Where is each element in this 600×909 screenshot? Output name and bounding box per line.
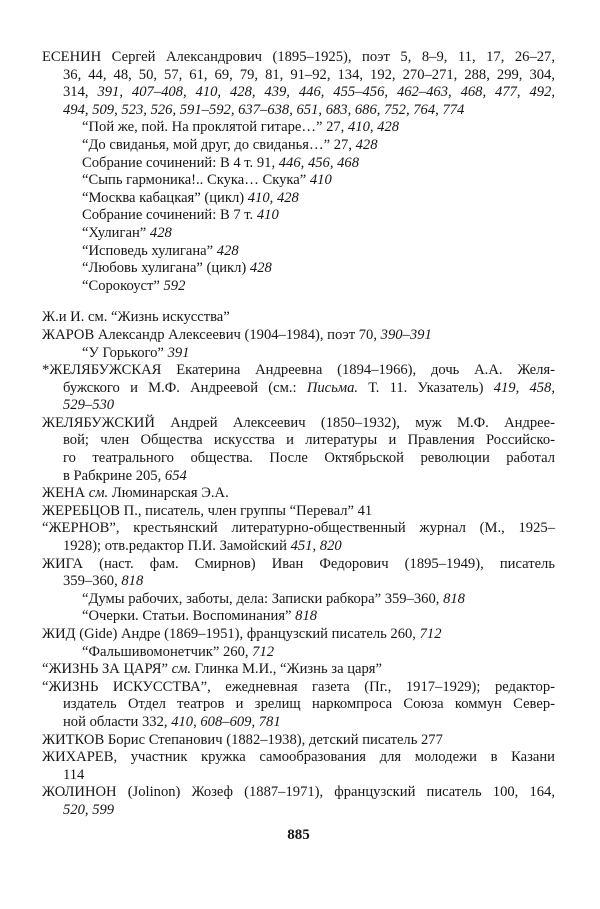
index-text-run: 314, [63,84,98,101]
index-line [42,172,555,190]
index-text-run-italic: 818 [121,573,144,590]
index-line [42,520,555,538]
index-text-run-italic: 391, 407–408, 410, 428, 439, 446, 455–456, 462–463, 468, 477, 492, [97,84,556,101]
index-line [42,155,555,173]
index-text-run: ной области 332, [63,713,172,730]
index-text-run: “До свиданья, мой друг, до свиданья…” 27, [82,136,356,153]
index-text-run-italic: 410, 428 [347,119,400,136]
index-line [42,380,555,398]
index-text-run-italic: 451, 820 [290,538,342,555]
index-text-run: “Любовь хулигана” (цикл) [82,260,250,277]
index-line [42,84,555,102]
index-line [42,802,555,820]
index-line [42,485,555,503]
index-text-run-italic: 410 [309,172,332,189]
index-text-run-italic: 712 [252,643,275,660]
index-text-run-italic: 390–391 [380,326,432,343]
index-line [42,714,555,732]
index-text-run: “ЖИЗНЬ ИСКУССТВА”, ежедневная газета (Пг., 1917–1929); редактор- [42,678,555,695]
index-text-run-italic: 419, 458, [493,379,555,396]
index-line [42,362,555,380]
index-text-run-italic: см. [88,485,109,502]
index-line [42,67,555,85]
index-text-run: ЖИГА (наст. фам. Смирнов) Иван Федорович (1895–1949), писатель [42,555,555,572]
index-text-run-italic: 410, 428 [247,189,299,206]
index-line [42,749,555,767]
index-text-run: 36, 44, 48, 50, 57, 61, 69, 79, 81, 91–92, 134, 192, 270–271, 288, 299, 304, [63,66,555,83]
index-text-run: “Сорокоуст” [82,277,164,294]
index-line [42,661,555,679]
index-text-run-italic: 494, 509, 523, 526, 591–592, 637–638, 651, 683, 686, 752, 764, 774 [63,101,465,118]
index-text-run: ЖИХАРЕВ, участник кружка самообразования для молодежи в Казани [42,749,555,766]
index-text-run: *ЖЕЛЯБУЖСКАЯ Екатерина Андреевна (1894–1966), дочь А.А. Желя- [42,362,555,379]
index-line [42,591,555,609]
index-text-run-italic: 520, 599 [63,801,115,818]
index-line [42,644,555,662]
index-line [42,345,555,363]
index-line [42,137,555,155]
index-text-run-italic: 529–530 [63,397,115,414]
index-text-run: “Хулиган” [82,224,150,241]
index-line [42,397,555,415]
index-text-run: “Сыпь гармоника!.. Скука… Скука” [82,172,310,189]
index-text-run: ЖОЛИНОН (Jolinon) Жозеф (1887–1971), французский писатель 100, 164, [42,784,555,801]
index-text-run: ЖЕЛЯБУЖСКИЙ Андрей Алексеевич (1850–1932), муж М.Ф. Андрее- [42,414,555,431]
index-text-run: “Пой же, пой. На проклятой гитаре…” 27, [82,119,348,136]
index-text-run: ЖЕНА [42,485,89,502]
index-text-run: бужского и М.Ф. Андреевой (см.: [63,379,307,396]
index-line [42,608,555,626]
index-line [42,450,555,468]
index-line [42,278,555,296]
index-text-block [42,49,555,820]
index-line [42,225,555,243]
index-text-run-italic: 818 [443,590,465,607]
index-text-run: “ЖИЗНЬ ЗА ЦАРЯ” [42,661,172,678]
index-line [42,207,555,225]
index-line [42,784,555,802]
index-text-run: ЖАРОВ Александр Алексеевич (1904–1984), поэт 70, [42,326,381,343]
index-text-run: Люминарская Э.А. [108,485,229,502]
index-text-run-italic: 410 [256,207,279,224]
blank-line [42,295,555,309]
index-text-run: “У Горького” [82,344,168,361]
index-text-run: Т. 11. Указатель) [358,379,494,396]
index-line [42,243,555,261]
index-line [42,119,555,137]
index-text-run-italic: 391 [167,344,190,361]
index-line [42,309,555,327]
index-text-run: го театрального общества. После Октябрьской революции работал [63,450,555,467]
index-text-run: ЖИД (Gide) Андре (1869–1951), французский писатель 260, [42,626,420,642]
index-text-run-italic: 654 [164,467,187,484]
index-line [42,573,555,591]
index-text-run: “Исповедь хулигана” [82,242,217,259]
index-text-run: 114 [63,766,85,783]
index-line [42,732,555,750]
index-text-run-italic: 446, 456, 468 [278,154,360,171]
index-text-run-italic: 428 [216,242,239,259]
index-text-run: в Рабкрине 205, [63,467,165,484]
index-text-run: 1928); отв.редактор П.И. Замойский [63,538,291,555]
index-text-run-italic: 428 [355,136,378,153]
index-text-run-italic: 712 [419,626,442,642]
index-text-run: “Думы рабочих, заботы, дела: Записки рабкора” 359–360, [82,590,444,607]
index-line [42,503,555,521]
index-text-run: “Очерки. Статьи. Воспоминания” [82,608,296,625]
index-text-run: “ЖЕРНОВ”, крестьянский литературно-общественный журнал (М., 1925– [42,520,555,537]
index-text-run: Глинка М.И., “Жизнь за царя” [191,661,382,678]
index-text-run: ЕСЕНИН Сергей Александрович (1895–1925), поэт 5, 8–9, 11, 17, 26–27, [42,49,555,65]
index-text-run-italic: Письма. [306,379,359,396]
index-text-run: вой; член Общества искусства и литературы и Правления Российско- [63,432,555,449]
index-text-run-italic: 818 [295,608,318,625]
index-text-run-italic: 428 [149,224,172,241]
index-text-run: Ж.и И. см. “Жизнь искусства” [42,309,230,326]
index-text-run: Собрание сочинений: В 7 т. [82,207,257,224]
index-line [42,49,555,67]
index-text-run: ЖЕРЕБЦОВ П., писатель, член группы “Перевал” 41 [42,502,373,519]
index-text-run: 359–360, [63,573,122,590]
index-text-run: издатель Отдел театров и зрелищ наркомпроса Союза коммун Север- [63,696,555,713]
index-line [42,767,555,785]
index-line [42,468,555,486]
index-text-run-italic: 428 [249,260,272,277]
index-text-run-italic: 592 [163,277,186,294]
index-line [42,260,555,278]
index-line [42,538,555,556]
index-line [42,626,555,644]
page-number: 885 [287,826,310,843]
index-text-run: ЖИТКОВ Борис Степанович (1882–1938), детский писатель 277 [42,731,443,748]
index-text-run: “Фальшивомонетчик” 260, [82,643,253,660]
index-line [42,190,555,208]
index-text-run: “Москва кабацкая” (цикл) [82,189,248,206]
index-text-run-italic: 410, 608–609, 781 [171,713,281,730]
index-line [42,415,555,433]
index-text-run: Собрание сочинений: В 4 т. 91, [82,154,279,171]
index-text-run-italic: см. [171,661,192,678]
index-line [42,556,555,574]
index-line [42,432,555,450]
index-line [42,696,555,714]
index-line [42,102,555,120]
index-line [42,679,555,697]
index-line [42,327,555,345]
